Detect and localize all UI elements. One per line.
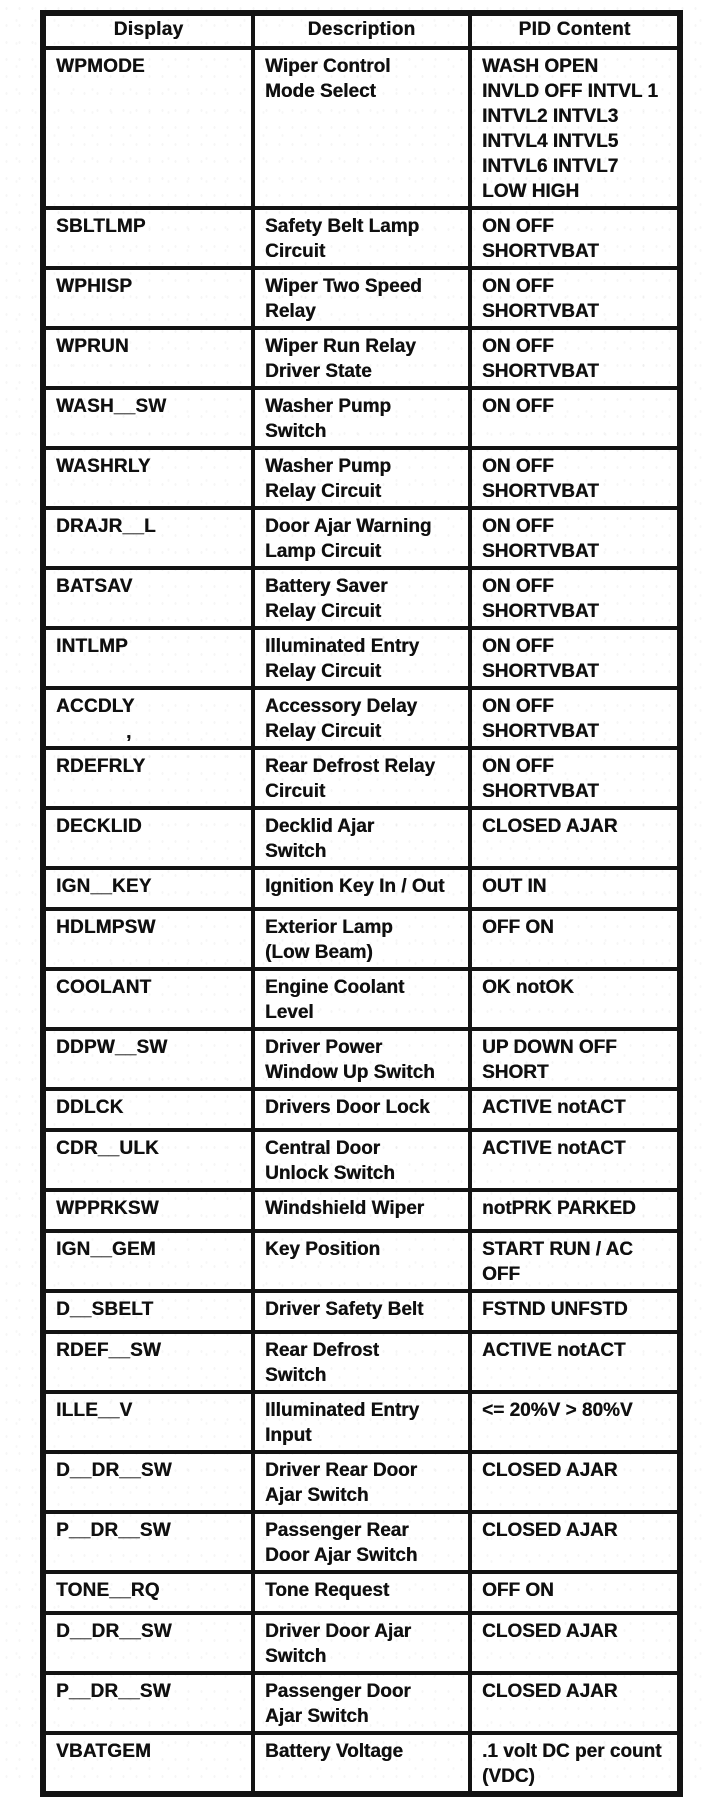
description-cell xyxy=(253,388,470,448)
description-cell xyxy=(253,1673,470,1733)
pid-line: OFF xyxy=(482,1264,520,1285)
display-code: WPPRKSW xyxy=(56,1198,159,1219)
description-cell xyxy=(253,1572,470,1613)
pid-line: SHORTVBAT xyxy=(482,301,599,322)
header-row xyxy=(43,13,680,48)
pid-line: ON OFF xyxy=(482,216,554,237)
display-cell xyxy=(43,969,253,1029)
description-line: Circuit xyxy=(265,241,326,262)
table-row xyxy=(43,1733,680,1794)
display-code: RDEF__SW xyxy=(56,1340,162,1361)
display-code: COOLANT xyxy=(56,977,152,998)
description-cell xyxy=(253,568,470,628)
description-cell xyxy=(253,1291,470,1332)
pid-line: ON OFF xyxy=(482,756,554,777)
display-code: IGN__KEY xyxy=(56,876,152,897)
display-code: WASH__SW xyxy=(56,396,167,417)
display-cell xyxy=(43,1190,253,1231)
description-line: Relay xyxy=(265,301,316,322)
description-cell xyxy=(253,1733,470,1794)
scan-artifact-mark: , xyxy=(126,722,132,743)
pid-line: LOW HIGH xyxy=(482,181,580,202)
table-row xyxy=(43,388,680,448)
display-code: INTLMP xyxy=(56,636,128,657)
description-cell xyxy=(253,808,470,868)
pid-content-cell xyxy=(470,808,680,868)
pid-line: CLOSED AJAR xyxy=(482,1681,618,1702)
table-row xyxy=(43,969,680,1029)
display-code: BATSAV xyxy=(56,576,133,597)
pid-line: WASH OPEN xyxy=(482,56,599,77)
pid-content-cell xyxy=(470,1291,680,1332)
table-row xyxy=(43,448,680,508)
description-line: Relay Circuit xyxy=(265,601,382,622)
display-cell xyxy=(43,388,253,448)
display-code: ILLE__V xyxy=(56,1400,133,1421)
description-line: Wiper Run Relay xyxy=(265,336,416,357)
pid-line: CLOSED AJAR xyxy=(482,816,618,837)
description-line: Driver Safety Belt xyxy=(265,1299,424,1320)
display-code: D__SBELT xyxy=(56,1299,154,1320)
table-row xyxy=(43,1029,680,1089)
pid-content-cell xyxy=(470,1130,680,1190)
display-cell xyxy=(43,1572,253,1613)
pid-content-cell xyxy=(470,208,680,268)
pid-line: ACTIVE notACT xyxy=(482,1097,626,1118)
table-row xyxy=(43,508,680,568)
table-row xyxy=(43,748,680,808)
description-line: Accessory Delay xyxy=(265,696,418,717)
display-code: WASHRLY xyxy=(56,456,151,477)
display-code: DDPW__SW xyxy=(56,1037,168,1058)
table-row xyxy=(43,909,680,969)
pid-content-cell xyxy=(470,268,680,328)
column-header-pid-content: PID Content xyxy=(470,13,680,48)
display-code: CDR__ULK xyxy=(56,1138,159,1159)
pid-line: SHORTVBAT xyxy=(482,361,599,382)
pid-line: ON OFF xyxy=(482,396,554,417)
description-line: (Low Beam) xyxy=(265,942,373,963)
pid-content-cell xyxy=(470,1613,680,1673)
display-cell xyxy=(43,1613,253,1673)
table-row xyxy=(43,1332,680,1392)
pid-line: SHORTVBAT xyxy=(482,241,599,262)
pid-content-cell xyxy=(470,1733,680,1794)
pid-content-cell xyxy=(470,388,680,448)
description-line: Battery Saver xyxy=(265,576,388,597)
table-row xyxy=(43,1452,680,1512)
pid-content-cell xyxy=(470,328,680,388)
pid-content-cell xyxy=(470,1452,680,1512)
pid-line: UP DOWN OFF xyxy=(482,1037,617,1058)
description-line: Exterior Lamp xyxy=(265,917,393,938)
description-line: Battery Voltage xyxy=(265,1741,403,1762)
description-line: Illuminated Entry xyxy=(265,636,420,657)
display-cell xyxy=(43,328,253,388)
display-cell xyxy=(43,628,253,688)
table-row xyxy=(43,628,680,688)
display-cell xyxy=(43,748,253,808)
description-cell xyxy=(253,1392,470,1452)
description-cell xyxy=(253,508,470,568)
description-cell xyxy=(253,868,470,909)
description-line: Door Ajar Warning xyxy=(265,516,432,537)
description-line: Decklid Ajar xyxy=(265,816,375,837)
pid-content-cell xyxy=(470,1190,680,1231)
display-cell xyxy=(43,448,253,508)
description-line: Tone Request xyxy=(265,1580,390,1601)
description-cell xyxy=(253,208,470,268)
description-line: Switch xyxy=(265,841,327,862)
pid-content-cell xyxy=(470,628,680,688)
display-code: P__DR__SW xyxy=(56,1520,171,1541)
table-row xyxy=(43,688,680,748)
pid-content-cell xyxy=(470,909,680,969)
display-cell xyxy=(43,508,253,568)
pid-line: .1 volt DC per count xyxy=(482,1741,662,1762)
description-line: Driver Power xyxy=(265,1037,383,1058)
column-header-display: Display xyxy=(43,13,253,48)
description-cell xyxy=(253,1452,470,1512)
display-code: TONE__RQ xyxy=(56,1580,160,1601)
pid-content-cell xyxy=(470,1332,680,1392)
description-line: Passenger Rear xyxy=(265,1520,409,1541)
description-line: Lamp Circuit xyxy=(265,541,382,562)
display-cell xyxy=(43,688,253,748)
description-line: Engine Coolant xyxy=(265,977,405,998)
pid-content-cell xyxy=(470,1392,680,1452)
table-row xyxy=(43,1089,680,1130)
description-cell xyxy=(253,1332,470,1392)
description-cell xyxy=(253,688,470,748)
display-cell xyxy=(43,808,253,868)
display-cell xyxy=(43,909,253,969)
pid-line: ON OFF xyxy=(482,516,554,537)
description-line: Drivers Door Lock xyxy=(265,1097,430,1118)
pid-line: ON OFF xyxy=(482,696,554,717)
display-code: DDLCK xyxy=(56,1097,124,1118)
pid-line: CLOSED AJAR xyxy=(482,1621,618,1642)
display-cell xyxy=(43,868,253,909)
description-line: Key Position xyxy=(265,1239,381,1260)
display-code: ACCDLY xyxy=(56,696,135,717)
pid-content-cell xyxy=(470,868,680,909)
display-cell xyxy=(43,1089,253,1130)
description-line: Mode Select xyxy=(265,81,376,102)
pid-line: SHORTVBAT xyxy=(482,541,599,562)
description-cell xyxy=(253,909,470,969)
pid-line: ACTIVE notACT xyxy=(482,1340,626,1361)
description-line: Door Ajar Switch xyxy=(265,1545,418,1566)
display-cell xyxy=(43,1673,253,1733)
description-line: Switch xyxy=(265,421,327,442)
pid-line: CLOSED AJAR xyxy=(482,1520,618,1541)
description-cell xyxy=(253,268,470,328)
description-cell xyxy=(253,1613,470,1673)
description-line: Ajar Switch xyxy=(265,1706,369,1727)
table-body xyxy=(43,48,680,1794)
display-cell xyxy=(43,1231,253,1291)
description-line: Passenger Door xyxy=(265,1681,411,1702)
table-row xyxy=(43,1291,680,1332)
pid-content-cell xyxy=(470,508,680,568)
description-line: Switch xyxy=(265,1646,327,1667)
pid-line: SHORT xyxy=(482,1062,549,1083)
pid-content-cell xyxy=(470,969,680,1029)
description-line: Unlock Switch xyxy=(265,1163,395,1184)
description-line: Wiper Control xyxy=(265,56,391,77)
table-row xyxy=(43,1130,680,1190)
description-line: Washer Pump xyxy=(265,456,391,477)
description-line: Relay Circuit xyxy=(265,661,382,682)
pid-line: (VDC) xyxy=(482,1766,535,1787)
description-cell xyxy=(253,628,470,688)
pid-content-cell xyxy=(470,1089,680,1130)
description-line: Relay Circuit xyxy=(265,721,382,742)
display-cell xyxy=(43,268,253,328)
description-line: Driver Door Ajar xyxy=(265,1621,412,1642)
display-cell xyxy=(43,1733,253,1794)
pid-content-cell xyxy=(470,748,680,808)
description-cell xyxy=(253,1512,470,1572)
pid-line: FSTND UNFSTD xyxy=(482,1299,628,1320)
pid-content-cell xyxy=(470,48,680,208)
display-cell xyxy=(43,1392,253,1452)
table-row xyxy=(43,1512,680,1572)
pid-content-cell xyxy=(470,448,680,508)
display-code: HDLMPSW xyxy=(56,917,156,938)
description-line: Circuit xyxy=(265,781,326,802)
display-cell xyxy=(43,1130,253,1190)
display-code: WPRUN xyxy=(56,336,129,357)
pid-line: OFF ON xyxy=(482,1580,554,1601)
pid-line: INVLD OFF INTVL 1 xyxy=(482,81,658,102)
description-cell xyxy=(253,1029,470,1089)
pid-line: ON OFF xyxy=(482,636,554,657)
pid-line: ON OFF xyxy=(482,276,554,297)
description-line: Washer Pump xyxy=(265,396,391,417)
description-line: Switch xyxy=(265,1365,327,1386)
pid-content-cell xyxy=(470,1512,680,1572)
pid-line: OUT IN xyxy=(482,876,547,897)
description-line: Windshield Wiper xyxy=(265,1198,425,1219)
pid-content-cell xyxy=(470,688,680,748)
pid-content-cell xyxy=(470,1572,680,1613)
pid-line: SHORTVBAT xyxy=(482,661,599,682)
table-row xyxy=(43,1231,680,1291)
description-line: Rear Defrost xyxy=(265,1340,380,1361)
pid-line: SHORTVBAT xyxy=(482,481,599,502)
table-row xyxy=(43,1613,680,1673)
description-line: Relay Circuit xyxy=(265,481,382,502)
display-cell xyxy=(43,1291,253,1332)
description-line: Rear Defrost Relay xyxy=(265,756,436,777)
pid-line: ON OFF xyxy=(482,336,554,357)
pid-line: CLOSED AJAR xyxy=(482,1460,618,1481)
column-header-description: Description xyxy=(253,13,470,48)
display-cell xyxy=(43,48,253,208)
pid-line: SHORTVBAT xyxy=(482,721,599,742)
description-line: Illuminated Entry xyxy=(265,1400,420,1421)
pid-content-cell xyxy=(470,568,680,628)
pid-line: SHORTVBAT xyxy=(482,601,599,622)
description-line: Safety Belt Lamp xyxy=(265,216,420,237)
display-cell xyxy=(43,1029,253,1089)
table-row xyxy=(43,1572,680,1613)
pid-line: OK notOK xyxy=(482,977,574,998)
pid-line: ON OFF xyxy=(482,456,554,477)
pid-line: INTVL6 INTVL7 xyxy=(482,156,619,177)
pid-line: OFF ON xyxy=(482,917,554,938)
pid-content-cell xyxy=(470,1231,680,1291)
display-cell xyxy=(43,568,253,628)
description-cell xyxy=(253,1089,470,1130)
description-cell xyxy=(253,1190,470,1231)
display-cell xyxy=(43,1512,253,1572)
table-row xyxy=(43,1673,680,1733)
description-line: Ajar Switch xyxy=(265,1485,369,1506)
pid-line: ON OFF xyxy=(482,576,554,597)
description-line: Central Door xyxy=(265,1138,381,1159)
pid-line: START RUN / AC xyxy=(482,1239,633,1260)
display-code: WPMODE xyxy=(56,56,145,77)
pid-line: ACTIVE notACT xyxy=(482,1138,626,1159)
display-code: P__DR__SW xyxy=(56,1681,171,1702)
display-code: VBATGEM xyxy=(56,1741,151,1762)
table-row xyxy=(43,1190,680,1231)
table-row xyxy=(43,208,680,268)
display-cell xyxy=(43,208,253,268)
description-cell xyxy=(253,448,470,508)
description-cell xyxy=(253,1130,470,1190)
description-cell xyxy=(253,748,470,808)
display-cell xyxy=(43,1332,253,1392)
description-line: Driver State xyxy=(265,361,372,382)
pid-line: INTVL4 INTVL5 xyxy=(482,131,619,152)
pid-line: notPRK PARKED xyxy=(482,1198,636,1219)
table-row xyxy=(43,808,680,868)
display-cell xyxy=(43,1452,253,1512)
display-code: IGN__GEM xyxy=(56,1239,156,1260)
description-cell xyxy=(253,1231,470,1291)
table-row xyxy=(43,48,680,208)
description-cell xyxy=(253,328,470,388)
display-code: D__DR__SW xyxy=(56,1460,172,1481)
table-row xyxy=(43,268,680,328)
pid-line: INTVL2 INTVL3 xyxy=(482,106,619,127)
display-code: DECKLID xyxy=(56,816,142,837)
description-line: Window Up Switch xyxy=(265,1062,435,1083)
description-line: Input xyxy=(265,1425,312,1446)
display-code: D__DR__SW xyxy=(56,1621,172,1642)
display-code: SBLTLMP xyxy=(56,216,146,237)
table-row xyxy=(43,1392,680,1452)
display-code: RDEFRLY xyxy=(56,756,146,777)
description-line: Level xyxy=(265,1002,314,1023)
display-code: WPHISP xyxy=(56,276,133,297)
pid-line: SHORTVBAT xyxy=(482,781,599,802)
description-line: Ignition Key In / Out xyxy=(265,876,445,897)
table-row xyxy=(43,568,680,628)
pid-line: <= 20%V > 80%V xyxy=(482,1400,633,1421)
description-line: Driver Rear Door xyxy=(265,1460,418,1481)
table-row xyxy=(43,868,680,909)
description-cell xyxy=(253,969,470,1029)
display-code: DRAJR__L xyxy=(56,516,156,537)
pid-table xyxy=(40,10,683,1797)
table-row xyxy=(43,328,680,388)
description-cell xyxy=(253,48,470,208)
pid-content-cell xyxy=(470,1673,680,1733)
pid-content-cell xyxy=(470,1029,680,1089)
description-line: Wiper Two Speed xyxy=(265,276,422,297)
